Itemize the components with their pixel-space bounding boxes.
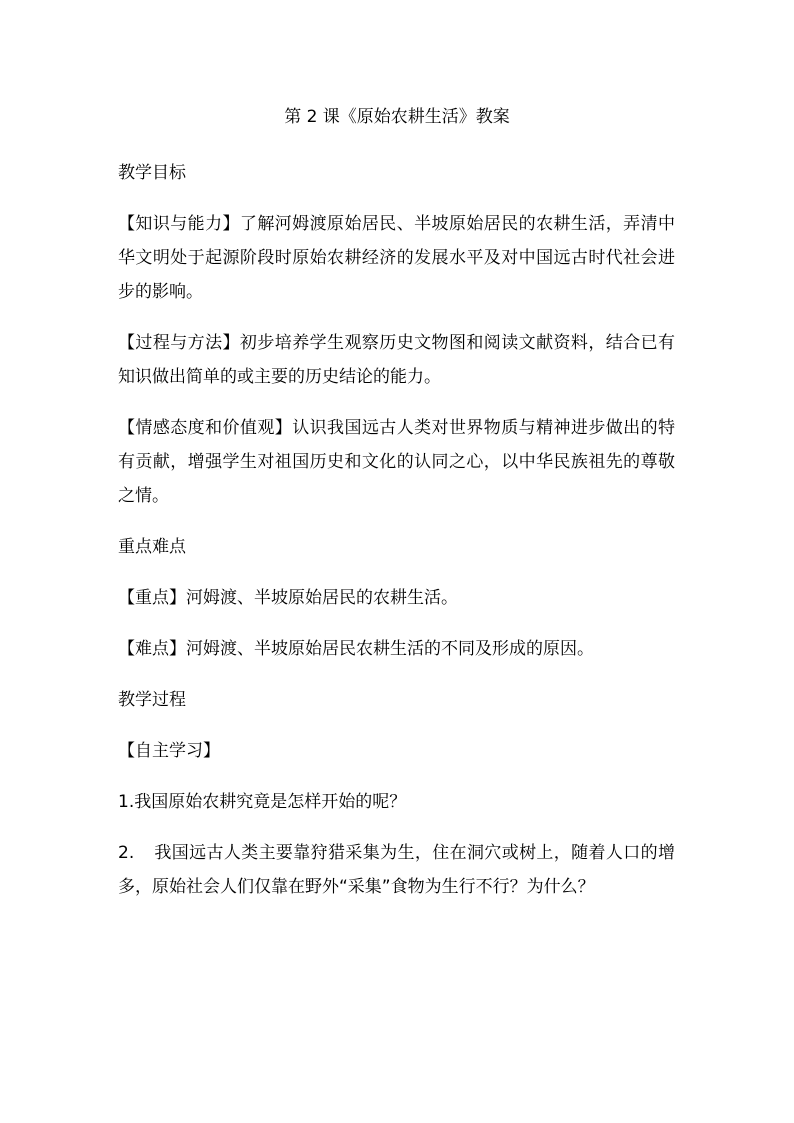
question-1: 1.我国原始农耕究竟是怎样开始的呢？ bbox=[118, 792, 407, 812]
paragraph-emotion-values: 【情感态度和价值观】认识我国远古人类对世界物质与精神进步做出的特有贡献，增强学生对祖国历史和文化的认同之心，以中华民族祖先的尊敬之情。 bbox=[118, 418, 675, 506]
paragraph-process-method: 【过程与方法】初步培养学生观察历史文物图和阅读文献资料，结合已有知识做出简单的或主要的历史结论的能力。 bbox=[118, 333, 675, 387]
paragraph-key-point: 【重点】河姆渡、半坡原始居民的农耕生活。 bbox=[118, 588, 458, 608]
paragraph-knowledge-ability: 【知识与能力】了解河姆渡原始居民、半坡原始居民的农耕生活，弄清中华文明处于起源阶段时原始农耕经济的发展水平及对中国远古时代社会进步的影响。 bbox=[118, 214, 675, 302]
question-2-text: 我国远古人类主要靠狩猎采集为生，住在洞穴或树上，随着人口的增多，原始社会人们仅靠在野外“采集”食物为生行不行？为什么？ bbox=[118, 843, 675, 897]
section-heading-key-points: 重点难点 bbox=[118, 537, 186, 557]
paragraph-self-study: 【自主学习】 bbox=[118, 741, 220, 761]
question-2 bbox=[118, 836, 675, 904]
paragraph-difficult-point: 【难点】河姆渡、半坡原始居民农耕生活的不同及形成的原因。 bbox=[118, 639, 594, 659]
question-2-number: 2. bbox=[118, 843, 135, 863]
document-body bbox=[118, 156, 675, 921]
document-title: 第 2 课《原始农耕生活》教案 bbox=[284, 107, 510, 127]
section-heading-process: 教学过程 bbox=[118, 690, 186, 710]
section-heading-objectives: 教学目标 bbox=[118, 163, 186, 183]
